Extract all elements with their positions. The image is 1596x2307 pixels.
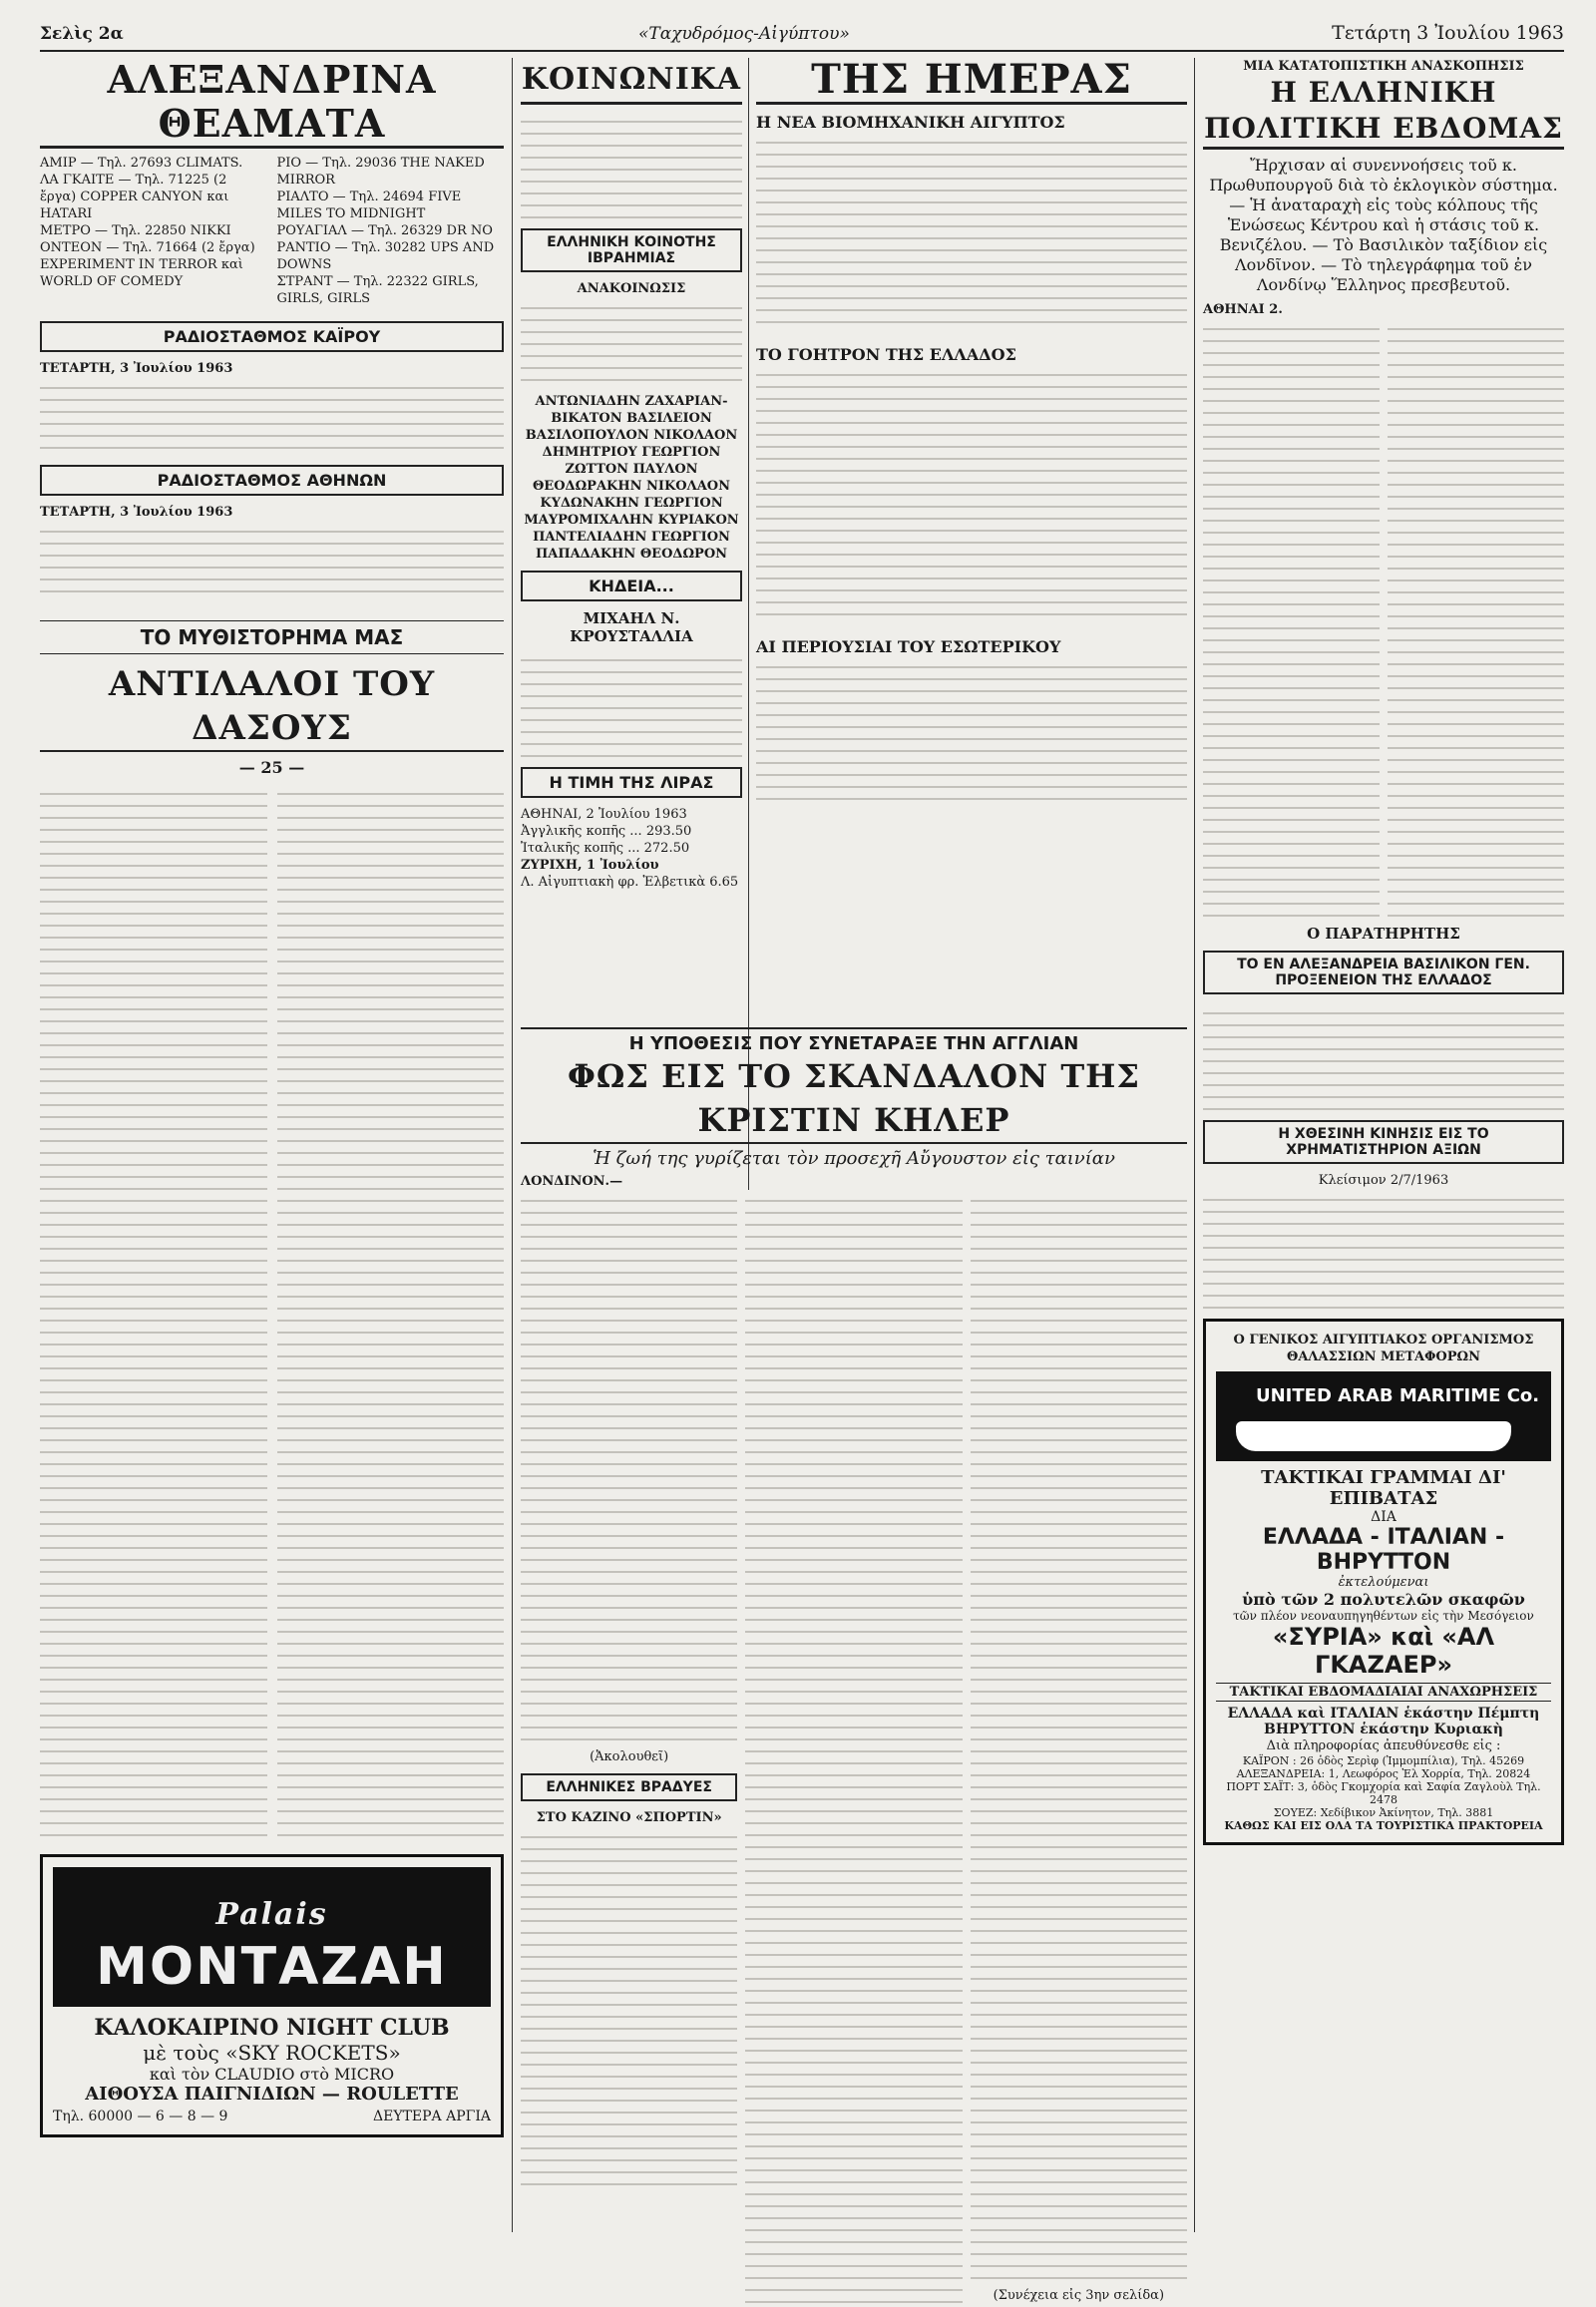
today-item-3-text (756, 656, 1187, 806)
page-label: Σελὶς 2α (40, 24, 124, 44)
novel-col-1 (40, 783, 267, 1840)
uam-info: Διὰ πληροφορίας ἀπευθύνεσθε εἰς : (1266, 1738, 1501, 1753)
lira-place: ΑΘΗΝΑΙ, 2 Ἰουλίου 1963 (521, 807, 687, 822)
awards-text (521, 1826, 737, 2185)
montazah-line3: καὶ τὸν CLAUDIO στὸ MICRO (149, 2065, 395, 2084)
novel-text (40, 783, 504, 1840)
column-politics (1203, 58, 1564, 1845)
scandal-cont-2: (Συνέχεια εἰς 3ην σελίδα) (993, 2288, 1165, 2303)
theater-entry: ΟΝΤΕΟΝ — Τηλ. 71664 (2 ἔργα) EXPERIMENT IN TERROR καὶ WORLD OF COMEDY (40, 240, 255, 289)
uam-office-cairo: ΚΑΪΡΟΝ : 26 ὁδὸς Σερὶφ (Ἰμμομπίλια), Τηλ. 45269 (1242, 1754, 1525, 1767)
deceased-name: ΜΙΧΑΗΛ Ν. ΚΡΟΥΣΤΑΛΛΙΑ (570, 609, 693, 645)
montazah-line2: μὲ τοὺς «SKY ROCKETS» (143, 2041, 401, 2065)
column-divider (1194, 58, 1195, 2232)
radio-cairo-date: ΤΕΤΑΡΤΗ, 3 Ἰουλίου 1963 (40, 361, 233, 376)
politics-col-2 (1388, 318, 1564, 917)
theater-entry: ΑΜΙΡ — Τηλ. 27693 CLIMATS. (40, 156, 243, 171)
masthead (40, 18, 1564, 52)
column-society (521, 58, 742, 891)
scandal-col-1 (521, 1190, 737, 1748)
scandal-subtitle: Ἡ ζωή της γυρίζεται τὸν προσεχῆ Αὔγουστον εἰς ταινίαν (593, 1148, 1115, 1169)
novel-col-2 (277, 783, 505, 1840)
ship-label: UNITED ARAB MARITIME Co. (1256, 1385, 1540, 1406)
today-item-1-text (756, 132, 1187, 331)
politics-lead: Ἤρχισαν αἱ συνεννοήσεις τοῦ κ. Πρωθυπουργοῦ διὰ τὸ ἐκλογικὸν σύστημα. — Ἡ ἀναταραχὴ εἰς τοὺς κόλπους τῆς Ἑνώσεως Κέντρου καὶ ἡ στάσις τοῦ κ. Βενιζέλου. — Τὸ Βασιλικὸν ταξίδιον εἰς Λονδῖνον. — Τὸ τηλεγράφημα τοῦ ἐν Λονδίνῳ Ἕλληνος πρεσβευτοῦ. (1209, 156, 1558, 294)
uam-agents: ΚΑΘΩΣ ΚΑΙ ΕΙΣ ΟΛΑ ΤΑ ΤΟΥΡΙΣΤΙΚΑ ΠΡΑΚΤΟΡΕΙΑ (1224, 1819, 1543, 1832)
uam-route: ΕΛΛΑΔΑ - ΙΤΑΛΙΑΝ - ΒΗΡΥΤΤΟΝ (1262, 1525, 1505, 1575)
theaters-title: ΑΛΕΞΑΝΔΡΙΝΑ ΘΕΑΜΑΤΑ (40, 58, 504, 149)
montazah-ad (40, 1854, 504, 2137)
theater-entry: ΡΙΑΛΤΟ — Τηλ. 24694 FIVE MILES TO MIDNIGHT (276, 190, 462, 221)
scandal-article (521, 1027, 1187, 2307)
uam-lines: ΤΑΚΤΙΚΑΙ ΓΡΑΜΜΑΙ ΔΙ' ΕΠΙΒΑΤΑΣ (1261, 1467, 1506, 1509)
today-item-2-text (756, 364, 1187, 623)
today-item-3: ΑΙ ΠΕΡΙΟΥΣΙΑΙ ΤΟΥ ΕΣΩΤΕΡΙΚΟΥ (756, 637, 1061, 656)
today-title: ΤΗΣ ΗΜΕΡΑΣ (756, 58, 1187, 105)
radio-cairo-schedule (40, 377, 504, 457)
montazah-tel: Τηλ. 60000 — 6 — 8 — 9 (53, 2109, 228, 2124)
politics-signature: Ο ΠΑΡΑΤΗΡΗΤΗΣ (1307, 925, 1460, 943)
awards-title: ΕΛΛΗΝΙΚΕΣ ΒΡΑΔΥΕΣ (521, 1773, 737, 1801)
column-today (756, 58, 1187, 806)
lira-row: Ἰταλικῆς κοπῆς ... 272.50 (521, 841, 690, 856)
radio-athens-title: ΡΑΔΙΟΣΤΑΘΜΟΣ ΑΘΗΝΩΝ (40, 465, 504, 496)
scandal-col-2 (745, 1190, 962, 2307)
radio-athens-schedule (40, 521, 504, 600)
uam-ships2: τῶν πλέον νεοναυπηγηθέντων εἰς τὴν Μεσόγειον (1233, 1609, 1534, 1623)
radio-athens-date: ΤΕΤΑΡΤΗ, 3 Ἰουλίου 1963 (40, 505, 233, 520)
uam-office-suez: ΣΟΥΕΖ: Χεδίβικον Ἀκίνητον, Τηλ. 3881 (1273, 1806, 1494, 1819)
theater-entry: ΜΕΤΡΟ — Τηλ. 22850 NIKKI (40, 223, 231, 238)
montazah-banner (53, 1867, 491, 2007)
newspaper-page (40, 18, 1564, 2303)
lira-title: Η ΤΙΜΗ ΤΗΣ ΛΙΡΑΣ (521, 767, 742, 798)
uam-ships: ὑπὸ τῶν 2 πολυτελῶν σκαφῶν (1242, 1590, 1525, 1609)
scandal-col-3 (971, 1190, 1187, 2287)
scandal-dateline: ΛΟΝΔΙΝΟΝ.— (521, 1174, 623, 1189)
society-intro (521, 111, 742, 220)
column-entertainment (40, 58, 504, 2137)
scandal-kicker: Η ΥΠΟΘΕΣΙΣ ΠΟΥ ΣΥΝΕΤΑΡΑΞΕ ΤΗΝ ΑΓΓΛΙΑΝ (521, 1027, 1187, 1054)
stocks-date: Κλείσιμον 2/7/1963 (1318, 1173, 1449, 1188)
today-item-2: ΤΟ ΓΟΗΤΡΟΝ ΤΗΣ ΕΛΛΑΔΟΣ (756, 345, 1016, 364)
novel-number: — 25 — (238, 758, 305, 777)
uam-office-alex: ΑΛΕΞΑΝΔΡΕΙΑ: 1, Λεωφόρος Ἐλ Χορρία, Τηλ. 20824 (1236, 1767, 1531, 1780)
radio-cairo-title: ΡΑΔΙΟΣΤΑΘΜΟΣ ΚΑΪΡΟΥ (40, 321, 504, 352)
announcement-label: ΑΝΑΚΟΙΝΩΣΙΣ (577, 281, 686, 296)
uam-ad (1203, 1319, 1564, 1845)
funerals-title: ΚΗΔΕΙΑ... (521, 571, 742, 601)
issue-date: Τετάρτη 3 Ἰουλίου 1963 (1332, 22, 1564, 44)
lira-row: Λ. Αἰγυπτιακὴ φρ. Ἑλβετικὰ 6.65 (521, 875, 739, 890)
lira-zurich: ΖΥΡΙΧΗ, 1 Ἰουλίου (521, 858, 659, 873)
politics-dateline: ΑΘΗΝΑΙ 2. (1203, 302, 1283, 317)
lira-row: Ἀγγλικῆς κοπῆς ... 293.50 (521, 824, 692, 839)
montazah-closed: ΔΕΥΤΕΡΑ ΑΡΓΙΑ (373, 2109, 491, 2124)
scandal-cont-1: (Ἀκολουθεῖ) (590, 1749, 669, 1764)
society-title: ΚΟΙΝΩΝΙΚΑ (521, 58, 742, 105)
column-divider (512, 58, 513, 2232)
stocks-title: Η ΧΘΕΣΙΝΗ ΚΙΝΗΣΙΣ ΕΙΣ ΤΟ ΧΡΗΜΑΤΙΣΤΗΡΙΟΝ ΑΞΙΩΝ (1203, 1120, 1564, 1164)
theater-entry: ΣΤΡΑΝΤ — Τηλ. 22322 GIRLS, GIRLS, GIRLS (276, 274, 479, 306)
politics-title: Η ΕΛΛΗΝΙΚΗ ΠΟΛΙΤΙΚΗ ΕΒΔΟΜΑΣ (1203, 75, 1564, 150)
paper-name: «Ταχυδρόμος-Αἰγύπτου» (638, 24, 850, 44)
uam-exec: ἐκτελούμεναι (1338, 1575, 1429, 1590)
theater-entry: ΡΟΥΑΓΙΑΛ — Τηλ. 26329 DR NO (276, 223, 493, 238)
theater-entry: ΡΙΟ — Τηλ. 29036 THE NAKED MIRROR (276, 156, 485, 188)
montazah-script: Palais (215, 1897, 328, 1932)
announcement-text (521, 297, 742, 387)
uam-ship-names: «ΣΥΡΙΑ» καὶ «ΑΛ ΓΚΑΖΑΕΡ» (1272, 1623, 1495, 1679)
theater-entry: ΡΑΝΤΙΟ — Τηλ. 30282 UPS AND DOWNS (276, 240, 495, 272)
scandal-title: ΦΩΣ ΕΙΣ ΤΟ ΣΚΑΝΔΑΛΟΝ ΤΗΣ ΚΡΙΣΤΙΝ ΚΗΛΕΡ (521, 1054, 1187, 1144)
funerals-text (521, 649, 742, 759)
uam-route2: ΕΛΛΑΔΑ καὶ ΙΤΑΛΙΑΝ ἑκάστην Πέμπτη (1227, 1706, 1540, 1722)
novel-title: ΑΝΤΙΛΑΛΟΙ ΤΟΥ ΔΑΣΟΥΣ (40, 662, 504, 752)
uam-route3: ΒΗΡΥΤΤΟΝ ἑκάστην Κυριακὴ (1264, 1722, 1503, 1737)
uam-org: Ο ΓΕΝΙΚΟΣ ΑΙΓΥΠΤΙΑΚΟΣ ΟΡΓΑΝΙΣΜΟΣ ΘΑΛΑΣΣΙΩΝ ΜΕΤΑΦΟΡΩΝ (1233, 1333, 1534, 1364)
uam-office-port: ΠΟΡΤ ΣΑΪΤ: 3, ὁδὸς Γκομχορία καὶ Σαφία Ζαγλοὺλ Τηλ. 2478 (1226, 1780, 1541, 1806)
politics-kicker: ΜΙΑ ΚΑΤΑΤΟΠΙΣΤΙΚΗ ΑΝΑΣΚΟΠΗΣΙΣ (1243, 59, 1524, 74)
community-title: ΕΛΛΗΝΙΚΗ ΚΟΙΝΟΤΗΣ ΙΒΡΑΗΜΙΑΣ (521, 228, 742, 272)
consulate-title: ΤΟ ΕΝ ΑΛΕΞΑΝΔΡΕΙΑ ΒΑΣΙΛΙΚΟΝ ΓΕΝ. ΠΡΟΞΕΝΕΙΟΝ ΤΗΣ ΕΛΛΑΔΟΣ (1203, 951, 1564, 994)
montazah-line1: ΚΑΛΟΚΑΙΡΙΝΟ NIGHT CLUB (94, 2015, 450, 2041)
community-names: ΑΝΤΩΝΙΑΔΗΝ ΖΑΧΑΡΙΑΝ-ΒΙΚΑΤΟΝ ΒΑΣΙΛΕΙΟΝ ΒΑΣΙΛΟΠΟΥΛΟΝ ΝΙΚΟΛΑΟΝ ΔΗΜΗΤΡΙΟΥ ΓΕΩΡΓΙΟΝ ΖΩΤΤΟΝ ΠΑΥΛΟΝ ΘΕΟΔΩΡΑΚΗΝ ΝΙΚΟΛΑΟΝ ΚΥΔΩΝΑΚΗΝ ΓΕΩΡΓΙΟΝ ΜΑΥΡΟΜΙΧΑΛΗΝ ΚΥΡΙΑΚΟΝ ΠΑΝΤΕΛΙΑΔΗΝ ΓΕΩΡΓΙΟΝ ΠΑΠΑΔΑΚΗΝ ΘΕΟΔΩΡΟΝ (524, 394, 739, 562)
awards-sub: ΣΤΟ ΚΑΖΙΝΟ «ΣΠΟΡΤΙΝ» (536, 1810, 722, 1825)
montazah-line4: ΑΙΘΟΥΣΑ ΠΑΙΓΝΙΔΙΩΝ — ROULETTE (85, 2084, 459, 2105)
novel-kicker: ΤΟ ΜΥΘΙΣΤΟΡΗΜΑ ΜΑΣ (40, 620, 504, 654)
uam-dia: ΔΙΑ (1371, 1509, 1396, 1525)
montazah-name: ΜΟΝΤΑΖΑΗ (96, 1937, 448, 1997)
theaters-listing (40, 155, 504, 307)
today-item-1: Η ΝΕΑ ΒΙΟΜΗΧΑΝΙΚΗ ΑΙΓΥΠΤΟΣ (756, 113, 1065, 132)
ship-illustration (1216, 1371, 1551, 1461)
politics-col-1 (1203, 318, 1380, 917)
uam-weekly: ΤΑΚΤΙΚΑΙ ΕΒΔΟΜΑΔΙΑΙΑΙ ΑΝΑΧΩΡΗΣΕΙΣ (1216, 1683, 1551, 1702)
consulate-text (1203, 1002, 1564, 1112)
theater-entry: ΛΑ ΓΚΑΙΤΕ — Τηλ. 71225 (2 ἔργα) COPPER CANYON και HATARI (40, 173, 229, 221)
stocks-table (1203, 1189, 1564, 1309)
